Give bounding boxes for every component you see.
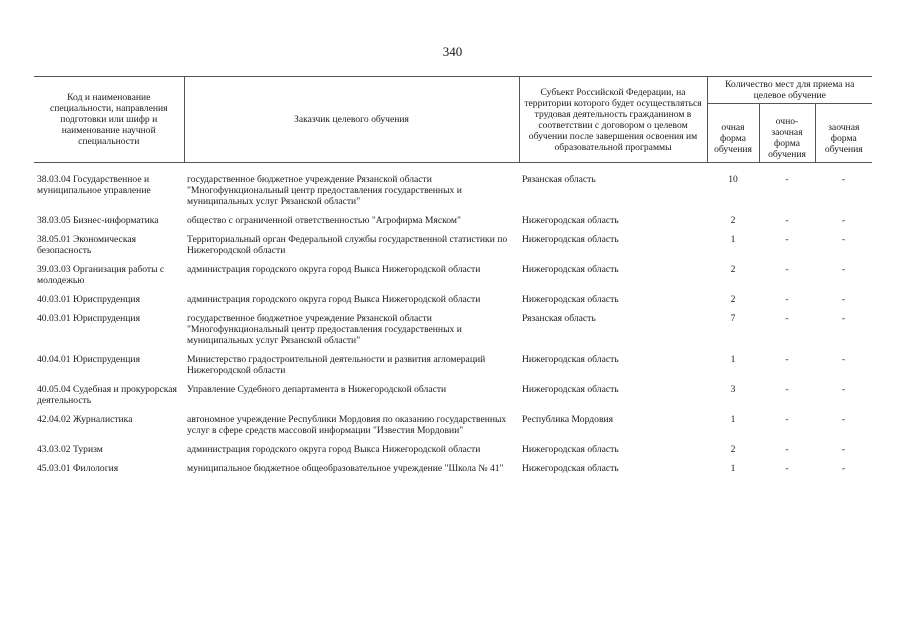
cell-customer: общество с ограниченной ответственностью "Агрофирма Мяском" (187, 215, 461, 226)
table-header (34, 77, 872, 163)
cell-correspondence: - (841, 463, 846, 474)
cell-part-time: - (785, 174, 789, 185)
cell-part-time: - (785, 294, 789, 305)
cell-customer: администрация городского округа город Выкса Нижегородской области (187, 444, 481, 455)
cell-correspondence: - (841, 174, 846, 185)
cell-region: Нижегородская область (522, 463, 619, 474)
cell-full-time: 2 (730, 264, 736, 275)
cell-part-time: - (785, 215, 789, 226)
table-body (34, 163, 872, 483)
cell-part-time: - (785, 384, 789, 395)
table-row (34, 234, 872, 264)
cell-correspondence: - (841, 313, 846, 324)
cell-part-time: - (785, 414, 789, 425)
cell-code: 45.03.01 Филология (37, 463, 119, 474)
cell-region: Рязанская область (522, 174, 596, 185)
cell-part-time: - (785, 463, 789, 474)
cell-region: Нижегородская область (522, 264, 619, 275)
cell-code: 40.03.01 Юриспруденция (37, 313, 140, 324)
cell-region: Нижегородская область (522, 354, 619, 365)
cell-full-time: 7 (730, 313, 736, 324)
cell-correspondence: - (841, 384, 846, 395)
cell-region: Нижегородская область (522, 384, 619, 395)
cell-code: 38.03.05 Бизнес-информатика (37, 215, 159, 226)
cell-customer: государственное бюджетное учреждение Рязанской области "Многофункциональный центр предоставления государственных и муниципальных услуг Рязанской области" (187, 174, 462, 207)
cell-region: Нижегородская область (522, 294, 619, 305)
cell-full-time: 1 (730, 463, 736, 474)
cell-region: Республика Мордовия (522, 414, 614, 425)
cell-code: 40.03.01 Юриспруденция (37, 294, 140, 305)
cell-full-time: 10 (728, 174, 738, 185)
table-row (34, 264, 872, 294)
table-row (34, 444, 872, 463)
cell-customer: администрация городского округа город Выкса Нижегородской области (187, 294, 481, 305)
header-correspondence: заочная форма обучения (815, 104, 872, 163)
table-row (34, 215, 872, 234)
header-part-time: очно-заочная форма обучения (759, 104, 815, 163)
table-row (34, 354, 872, 384)
table-row (34, 163, 872, 216)
table-row (34, 313, 872, 354)
target-training-table (34, 76, 872, 482)
cell-correspondence: - (841, 264, 846, 275)
cell-customer: Министерство градостроительной деятельности и развития агломераций Нижегородской области (187, 354, 486, 376)
cell-customer: муниципальное бюджетное общеобразовательное учреждение "Школа № 41" (187, 463, 504, 474)
cell-full-time: 1 (730, 414, 736, 425)
cell-region: Нижегородская область (522, 444, 619, 455)
cell-customer: автономное учреждение Республики Мордовия по оказанию государственных услуг в сфере средств массовой информации "Известия Мордовии" (187, 414, 507, 436)
table-row (34, 294, 872, 313)
cell-code: 42.04.02 Журналистика (37, 414, 133, 425)
cell-code: 40.05.04 Судебная и прокурорская деятельность (37, 384, 177, 406)
cell-correspondence: - (841, 234, 846, 245)
table-row (34, 384, 872, 414)
cell-full-time: 2 (730, 294, 736, 305)
cell-code: 40.04.01 Юриспруденция (37, 354, 140, 365)
header-full-time: очная форма обучения (707, 104, 759, 163)
cell-part-time: - (785, 354, 789, 365)
cell-part-time: - (785, 313, 789, 324)
cell-correspondence: - (841, 444, 846, 455)
cell-correspondence: - (841, 294, 846, 305)
cell-region: Рязанская область (522, 313, 596, 324)
header-places: Количество мест для приема на целевое обучение (707, 77, 872, 104)
cell-region: Нижегородская область (522, 215, 619, 226)
cell-correspondence: - (841, 414, 846, 425)
cell-region: Нижегородская область (522, 234, 619, 245)
cell-code: 39.03.03 Организация работы с молодежью (37, 264, 165, 286)
cell-full-time: 3 (730, 384, 736, 395)
page-number: 340 (442, 44, 463, 59)
header-region: Субъект Российской Федерации, на территории которого будет осуществляться трудовая деятельность гражданином в соответствии с договором о целевом обучении после завершения освоения им образовательной программы (519, 77, 707, 163)
cell-part-time: - (785, 264, 789, 275)
cell-full-time: 1 (730, 234, 736, 245)
cell-full-time: 1 (730, 354, 736, 365)
cell-full-time: 2 (730, 215, 736, 226)
cell-code: 43.03.02 Туризм (37, 444, 103, 455)
table-row (34, 414, 872, 444)
header-code: Код и наименование специальности, направления подготовки или шифр и наименование научной специальности (34, 77, 184, 163)
cell-correspondence: - (841, 215, 846, 226)
cell-code: 38.05.01 Экономическая безопасность (37, 234, 137, 256)
cell-part-time: - (785, 444, 789, 455)
cell-part-time: - (785, 234, 789, 245)
cell-full-time: 2 (730, 444, 736, 455)
cell-customer: государственное бюджетное учреждение Рязанской области "Многофункциональный центр предоставления государственных и муниципальных услуг Рязанской области" (187, 313, 462, 346)
header-customer: Заказчик целевого обучения (184, 77, 519, 163)
cell-customer: администрация городского округа город Выкса Нижегородской области (187, 264, 481, 275)
cell-code: 38.03.04 Государственное и муниципальное управление (37, 174, 151, 196)
cell-correspondence: - (841, 354, 846, 365)
table-row (34, 463, 872, 482)
cell-customer: Управление Судебного департамента в Нижегородской области (187, 384, 447, 395)
cell-customer: Территориальный орган Федеральной службы государственной статистики по Нижегородской области (187, 234, 508, 256)
